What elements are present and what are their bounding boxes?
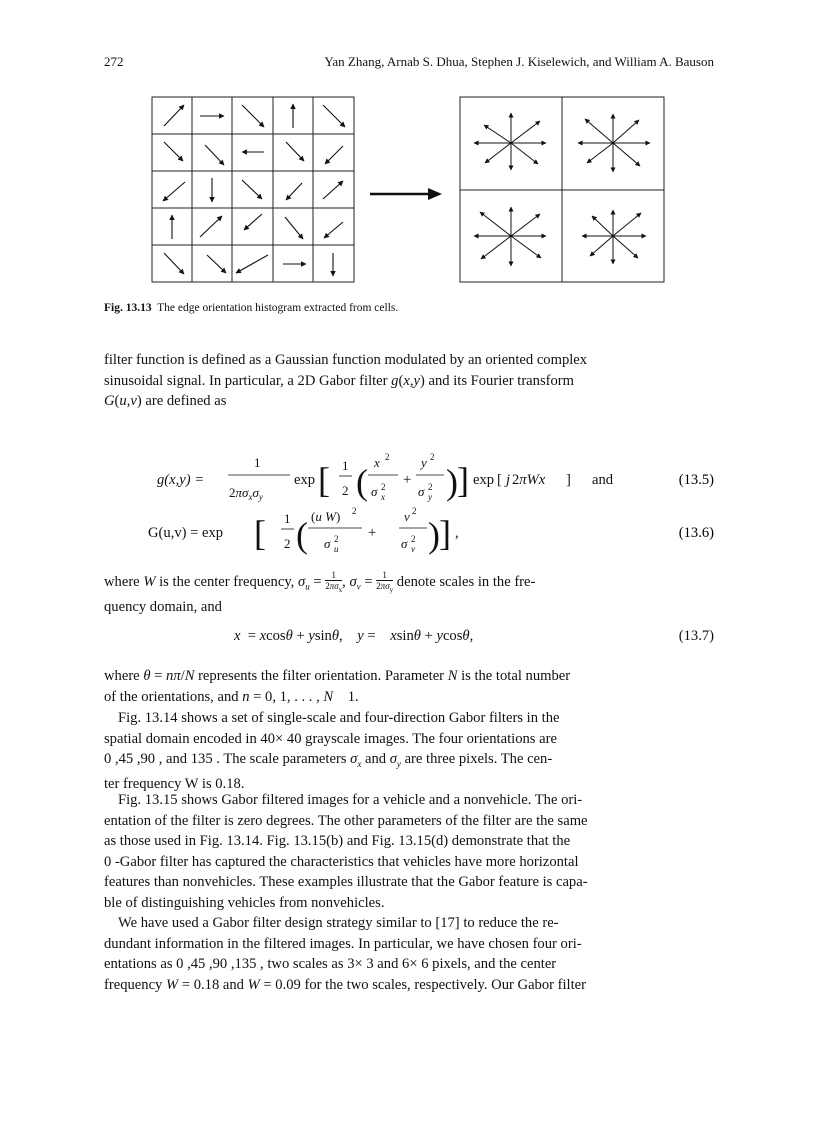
svg-text:2: 2	[428, 482, 433, 492]
paragraph-fig-13-15	[104, 790, 714, 913]
text-fragment: where	[104, 668, 144, 684]
text-fragment: denote scales in the fre-	[393, 573, 536, 590]
svg-text:(u W): (u W)	[311, 509, 341, 524]
svg-text:1: 1	[254, 455, 261, 470]
svg-text:σ: σ	[324, 536, 331, 551]
svg-text:(: (	[356, 462, 368, 502]
svg-text:v: v	[411, 544, 415, 554]
svg-text:σ: σ	[371, 484, 378, 499]
svg-text:[: [	[497, 472, 502, 488]
equation-13-5	[157, 452, 614, 502]
svg-text:2: 2	[412, 506, 417, 516]
text-line: ter frequency W is 0.18.	[104, 776, 245, 793]
svg-text:2πσxσy: $2\pi\sigma_x\sigma_y$	[229, 485, 263, 502]
svg-text:2: 2	[430, 452, 435, 462]
text-line: features than nonvehicles. These examples illustrate that the Gabor feature is capa-	[104, 874, 588, 890]
svg-text:σ: σ	[401, 536, 408, 551]
svg-text:2πWx: 2πWx	[512, 472, 546, 488]
paragraph-filter-design: We have used a Gabor filter design strategy similar to [17] to reduce the re- dundant information in the filtered images. In particular, we have chosen four ori- entations as 0 ,45 ,90 ,135 , two scales as 3× 3 and 6× 6 pixels, and the center frequency W = 0.18 and W = 0.09 for the two scales, respectively. Our Gabor filter	[104, 913, 714, 995]
svg-text:): )	[428, 515, 440, 555]
eq5-number: (13.5)	[678, 472, 714, 488]
svg-text:]: ]	[457, 460, 469, 500]
svg-text:]: ]	[566, 472, 571, 488]
paragraph-scales: where W is the center frequency, $\sigma_u$ = 1 $2\pi\sigma_x$ , $\sigma_v$ = 1 $2\pi\sigma_y$ denote scales in the fre- quency domain, and	[104, 570, 714, 618]
svg-text:[: [	[318, 460, 330, 500]
text-fragment: and its Fourier transform	[424, 372, 574, 389]
svg-text:2: 2	[381, 482, 386, 492]
svg-text:,: ,	[455, 525, 459, 541]
text-fragment: and	[361, 751, 390, 767]
svg-text:exp: exp	[473, 472, 495, 488]
svg-text:2: 2	[284, 536, 291, 551]
svg-text:]: ]	[439, 513, 451, 553]
text-fragment: are three pixels. The cen-	[400, 751, 553, 767]
text-line: ble of distinguishing vehicles from nonvehicles.	[104, 894, 385, 911]
eq7-number: (13.7)	[678, 628, 714, 644]
svg-text:v: v	[404, 509, 410, 524]
paragraph-fig-13-14: Fig. 13.14 shows a set of single-scale and four-direction Gabor filters in the spatial domain encoded in 40× 40 grayscale images. The four orientations are 0 ,45 ,90 , and 135 . The scale parameters $\sigma_x$ and $\sigma_y$ are three pixels. The cen- ter frequency W is 0.18.	[104, 708, 714, 795]
eq6-number: (13.6)	[678, 525, 714, 541]
svg-text:y: y	[421, 455, 427, 470]
svg-text:2: 2	[411, 534, 416, 544]
text-line: dundant information in the filtered images. In particular, we have chosen four ori-	[104, 935, 582, 952]
eq5-lhs: g(x,y) =	[157, 472, 205, 488]
svg-text:[: [	[254, 513, 266, 553]
text-fragment: where	[104, 573, 144, 590]
text-line: Fig. 13.14 shows a set of single-scale and four-direction Gabor filters in the	[118, 710, 560, 726]
eq5-and: and	[592, 472, 614, 488]
text-line: spatial domain encoded in 40× 40 grayscale images. The four orientations are	[104, 730, 557, 747]
page-number: 272	[104, 54, 124, 69]
svg-text:x: x	[374, 455, 380, 470]
text-line: entations as 0 ,45 ,90 ,135 , two scales as 3× 3 and 6× 6 pixels, and the center	[104, 956, 557, 972]
text-fragment: frequency	[104, 976, 166, 993]
text-fragment: represents the filter orientation. Parameter	[194, 668, 448, 684]
svg-text:y: y	[428, 492, 432, 502]
text-line: 0 -Gabor filter has captured the characteristics that vehicles have more horizontal	[104, 853, 579, 870]
figure-label: Fig. 13.13	[104, 302, 152, 314]
svg-text:j: j	[506, 472, 511, 488]
svg-text:+: +	[403, 472, 412, 488]
text-fragment: 0 ,45 ,90 , and 135 . The scale parameters	[104, 751, 351, 767]
text-fragment: is the center frequency,	[155, 573, 298, 590]
text-fragment: is the total number	[457, 668, 571, 684]
text-fragment: for the two scales, respectively. Our Gabor filter	[300, 976, 587, 993]
running-authors: Yan Zhang, Arnab S. Dhua, Stephen J. Kiselewich, and William A. Bauson	[324, 54, 714, 69]
text-line: filter function is defined as a Gaussian function modulated by an oriented complex	[104, 352, 588, 368]
text-line: Fig. 13.15 shows Gabor filtered images for a vehicle and a nonvehicle. The ori-	[118, 792, 583, 808]
eq6-lhs: G(u,v) = exp	[148, 525, 224, 541]
svg-text:σ: σ	[418, 484, 425, 499]
text-fragment: are defined as	[141, 393, 227, 409]
svg-text:x: x	[381, 492, 385, 502]
paragraph-orientation: where θ = nπ/N represents the filter orientation. Parameter N is the total number of the orientations, and n = 0, 1, . . . , N 1.	[104, 668, 571, 705]
svg-text:2: 2	[342, 483, 349, 498]
svg-text:1: 1	[342, 458, 349, 473]
svg-text:exp: exp	[294, 472, 316, 488]
text-line: as those used in Fig. 13.14. Fig. 13.15(b) and Fig. 13.15(d) demonstrate that the	[104, 833, 571, 849]
svg-text:1: 1	[284, 511, 291, 526]
text-line: quency domain, and	[104, 599, 222, 616]
equation-13-6	[148, 506, 459, 555]
svg-text:(: (	[296, 515, 308, 555]
svg-text:): )	[446, 462, 458, 502]
text-line: We have used a Gabor filter design strategy similar to [17] to reduce the re-	[118, 915, 559, 931]
svg-text:+: +	[368, 525, 377, 541]
figure-caption-text: The edge orientation histogram extracted from cells.	[157, 302, 399, 314]
svg-text:u: u	[334, 544, 339, 554]
svg-text:2: 2	[385, 452, 390, 462]
text-fragment: of the orientations, and	[104, 688, 243, 705]
svg-text:2: 2	[334, 534, 339, 544]
paragraph-intro: filter function is defined as a Gaussian function modulated by an oriented complex sinusoidal signal. In particular, a 2D Gabor filter g(x,y) and its Fourier transform G(u,v) are defined as	[104, 350, 714, 412]
text-line: entation of the filter is zero degrees. The other parameters of the filter are the same	[104, 812, 588, 829]
svg-text:2: 2	[352, 506, 357, 516]
text-fragment: sinusoidal signal. In particular, a 2D Gabor filter	[104, 372, 392, 389]
